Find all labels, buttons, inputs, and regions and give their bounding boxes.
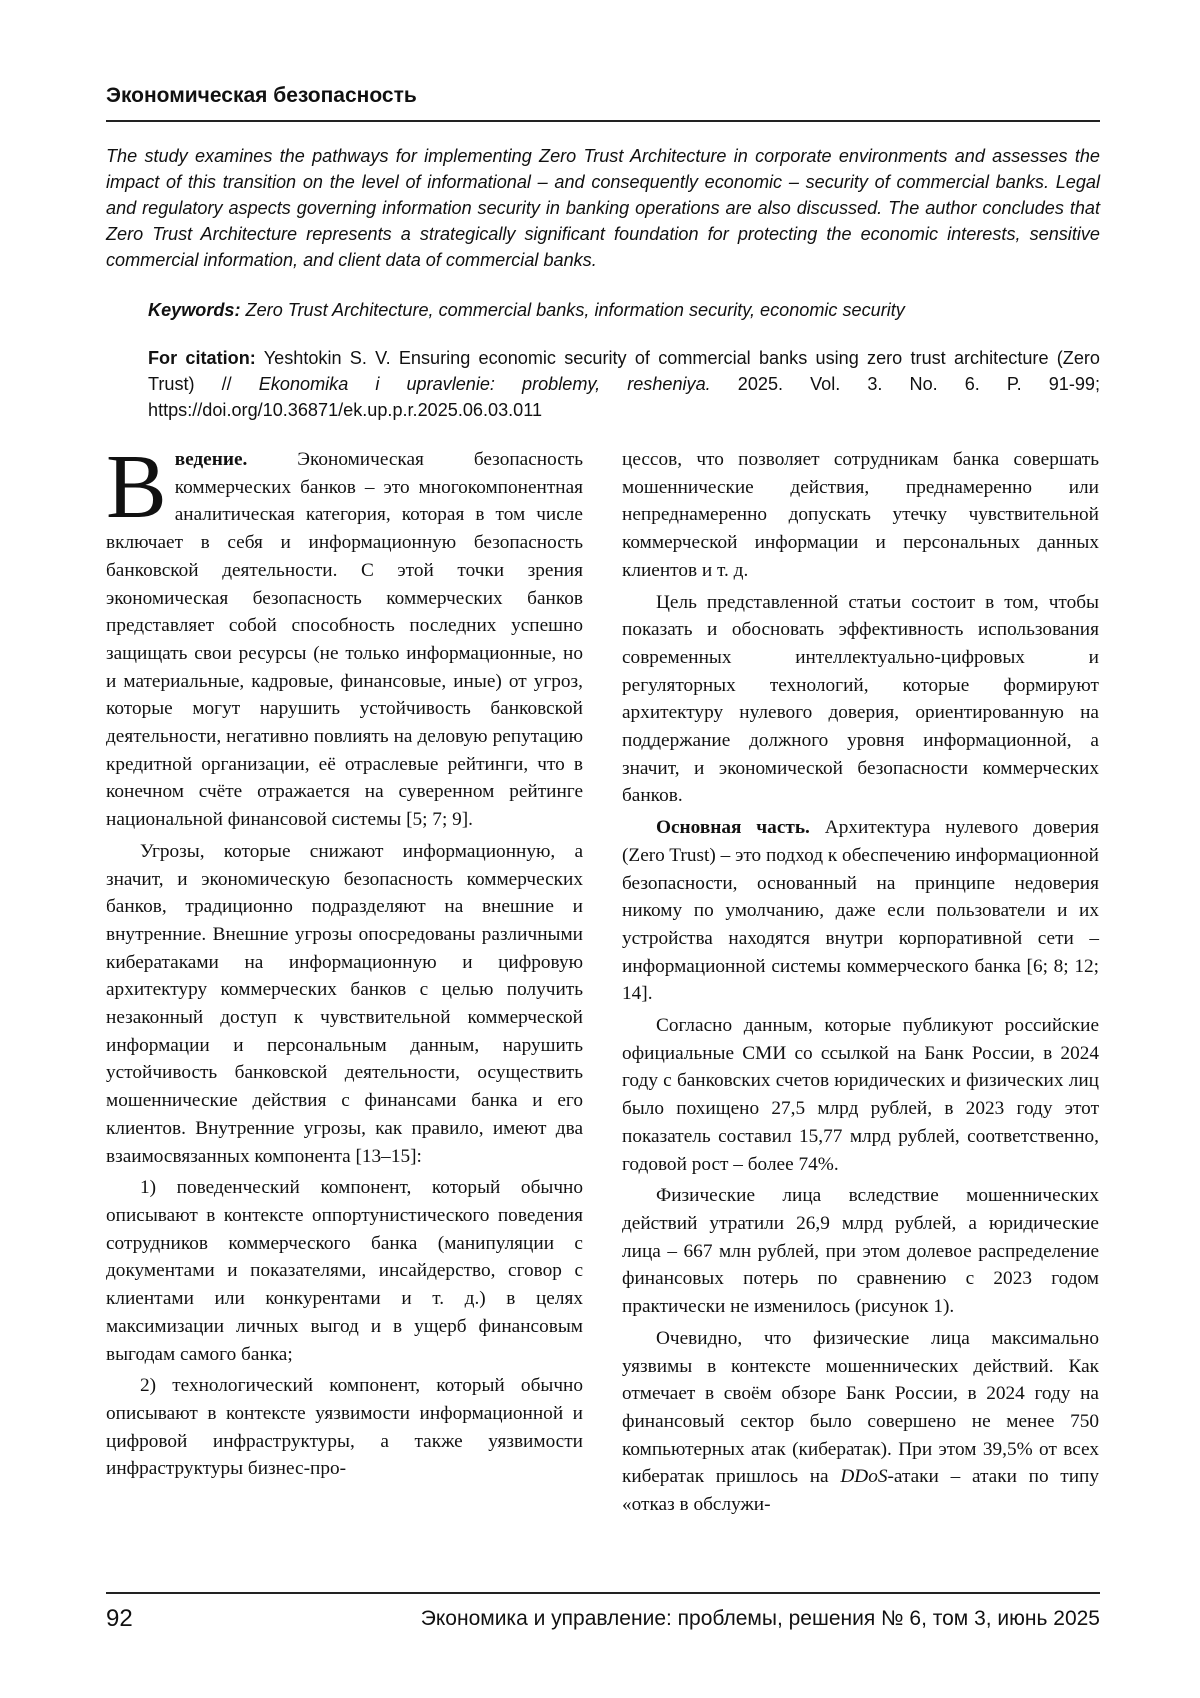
section-title: Экономическая безопасность (106, 84, 417, 107)
paragraph-main-part (622, 814, 1099, 1008)
paragraph-losses: Физические лица вследствие мошеннических действий утратили 26,9 млрд рублей, а юридические лица – 667 млн рублей, при этом долевое распределение финансовых потерь по сравнению с 2023 годом практически не изменилось (рисунок 1). (622, 1185, 1099, 1318)
footer-divider (106, 1592, 1100, 1594)
abstract: The study examines the pathways for implementing Zero Trust Architecture in corporate environments and assesses the impact of this transition on the level of informational – and consequently economic – security of commercial banks. Legal and regulatory aspects governing information security in banking operations are also discussed. The author concludes that Zero Trust Architecture represents a strategically significant foundation for protecting the economic interests, sensitive commercial information, and client data of commercial banks. (106, 146, 1100, 270)
drop-cap: В (106, 436, 167, 537)
citation-text-after: 2025. Vol. 3. No. 6. P. 91-99; https://doi.org/10.36871/ek.up.p.r.2025.06.03.011 (148, 374, 1101, 420)
paragraph-statistics: Согласно данным, которые публикуют российские официальные СМИ со ссылкой на Банк России, в 2024 году с банковских счетов юридических и физических лиц было похищено 27,5 млрд рублей, в 2023 году этот показатель составил 15,77 млрд рублей, соответственно, годовой рост – более 74%. (622, 1015, 1099, 1175)
ddos-term: DDoS (840, 1466, 888, 1488)
intro-paragraph (106, 436, 583, 834)
main-part-text: Архитектура нулевого доверия (Zero Trust) – это подход к обеспечению информационной безопасности, основанный на принципе недоверия никому по умолчанию, даже если пользователи и их устройства находятся внутри корпоративной сети – информационной системы коммерческого банка [6; 8; 12; 14]. (622, 817, 1099, 1005)
paragraph-cyberattacks (622, 1325, 1099, 1519)
keywords-text: Zero Trust Architecture, commercial banks, information security, economic security (245, 300, 905, 320)
paragraph-technological: 2) технологический компонент, который обычно описывают в контексте уязвимости информационной и цифровой инфраструктуры, а также уязвимости инфраструктуры бизнес-про- (106, 1375, 583, 1480)
keywords (148, 297, 1100, 323)
citation-label: For citation: (148, 348, 256, 368)
journal-footer: Экономика и управление: проблемы, решения № 6, том 3, июнь 2025 (420, 1607, 1100, 1630)
page-number: 92 (106, 1605, 133, 1632)
paragraph-continuation: цессов, что позволяет сотрудникам банка совершать мошеннические действия, преднамеренно или непреднамеренно допускать утечку чувствительной коммерческой информации и персональных данных клиентов и т. д. (622, 449, 1099, 581)
paragraph-goal: Цель представленной статьи состоит в том, чтобы показать и обосновать эффективность использования современных интеллектуально-цифровых и регуляторных технологий, которые формируют архитектуру нулевого доверия, ориентированную на поддержание должного уровня информационной, а значит, и экономической безопасности коммерческих банков. (622, 591, 1099, 807)
right-column (622, 446, 1099, 1523)
cyberattacks-text: Очевидно, что физические лица максимально уязвимы в контексте мошеннических действий. Как отмечает в своём обзоре Банк России, в 2024 году на финансовый сектор было совершено не менее 750 компьютерных атак (кибератак). При этом 39,5% от всех кибератак пришлось на (622, 1327, 1099, 1488)
citation-journal: Ekonomika i upravlenie: problemy, resheniya. (258, 374, 711, 394)
citation (148, 345, 1100, 423)
header-divider (106, 120, 1100, 122)
cyberattacks-end: -атаки – атаки по типу «отказ в обслужи- (622, 1466, 1099, 1516)
main-part-lead: Основная часть. (656, 817, 810, 839)
intro-lead: ведение. (174, 449, 248, 470)
paragraph-behavioral: 1) поведенческий компонент, который обычно описывают в контексте оппортунистического поведения сотрудников коммерческого банка (манипуляции с документами и показателями, инсайдерство, сговор с клиентами или конкурентами и т. д.) в целях максимизации личных выгод и в ущерб финансовым выгодам самого банка; (106, 1177, 583, 1365)
keywords-label: Keywords: (148, 300, 241, 320)
intro-text: Экономическая безопасность коммерческих банков – это многокомпонентная аналитическая категория, которая в том числе включает в себя и информационную безопасность банковской деятельности. С этой точки зрения экономическая безопасность коммерческих банков представляет собой способность последних успешно защищать свои ресурсы (не только информационные, но и материальные, кадровые, финансовые, иные) от угроз, которые могут нарушить устойчивость банковской деятельности, негативно повлиять на деловую репутацию кредитной организации, её отраслевые рейтинги, что в конечном счёте отражается на суверенном рейтинге национальной финансовой системы [5; 7; 9]. (106, 449, 583, 831)
citation-text-before: Yeshtokin S. V. Ensuring economic security of commercial banks using zero trust architecture (Zero Trust) // (148, 348, 1100, 394)
paragraph-threats: Угрозы, которые снижают информационную, а значит, и экономическую безопасность коммерческих банков, традиционно подразделяют на внешние и внутренние. Внешние угрозы опосредованы различными кибератаками на информационную и цифровую архитектуру коммерческих банков с целью получить незаконный доступ к чувствительной коммерческой информации и персональным данным, нарушить устойчивость банковской деятельности, осуществить мошеннические действия с финансами банка и его клиентов. Внутренние угрозы, как правило, имеют два взаимосвязанных компонента [13–15]: (106, 840, 583, 1167)
left-column (106, 436, 583, 1487)
